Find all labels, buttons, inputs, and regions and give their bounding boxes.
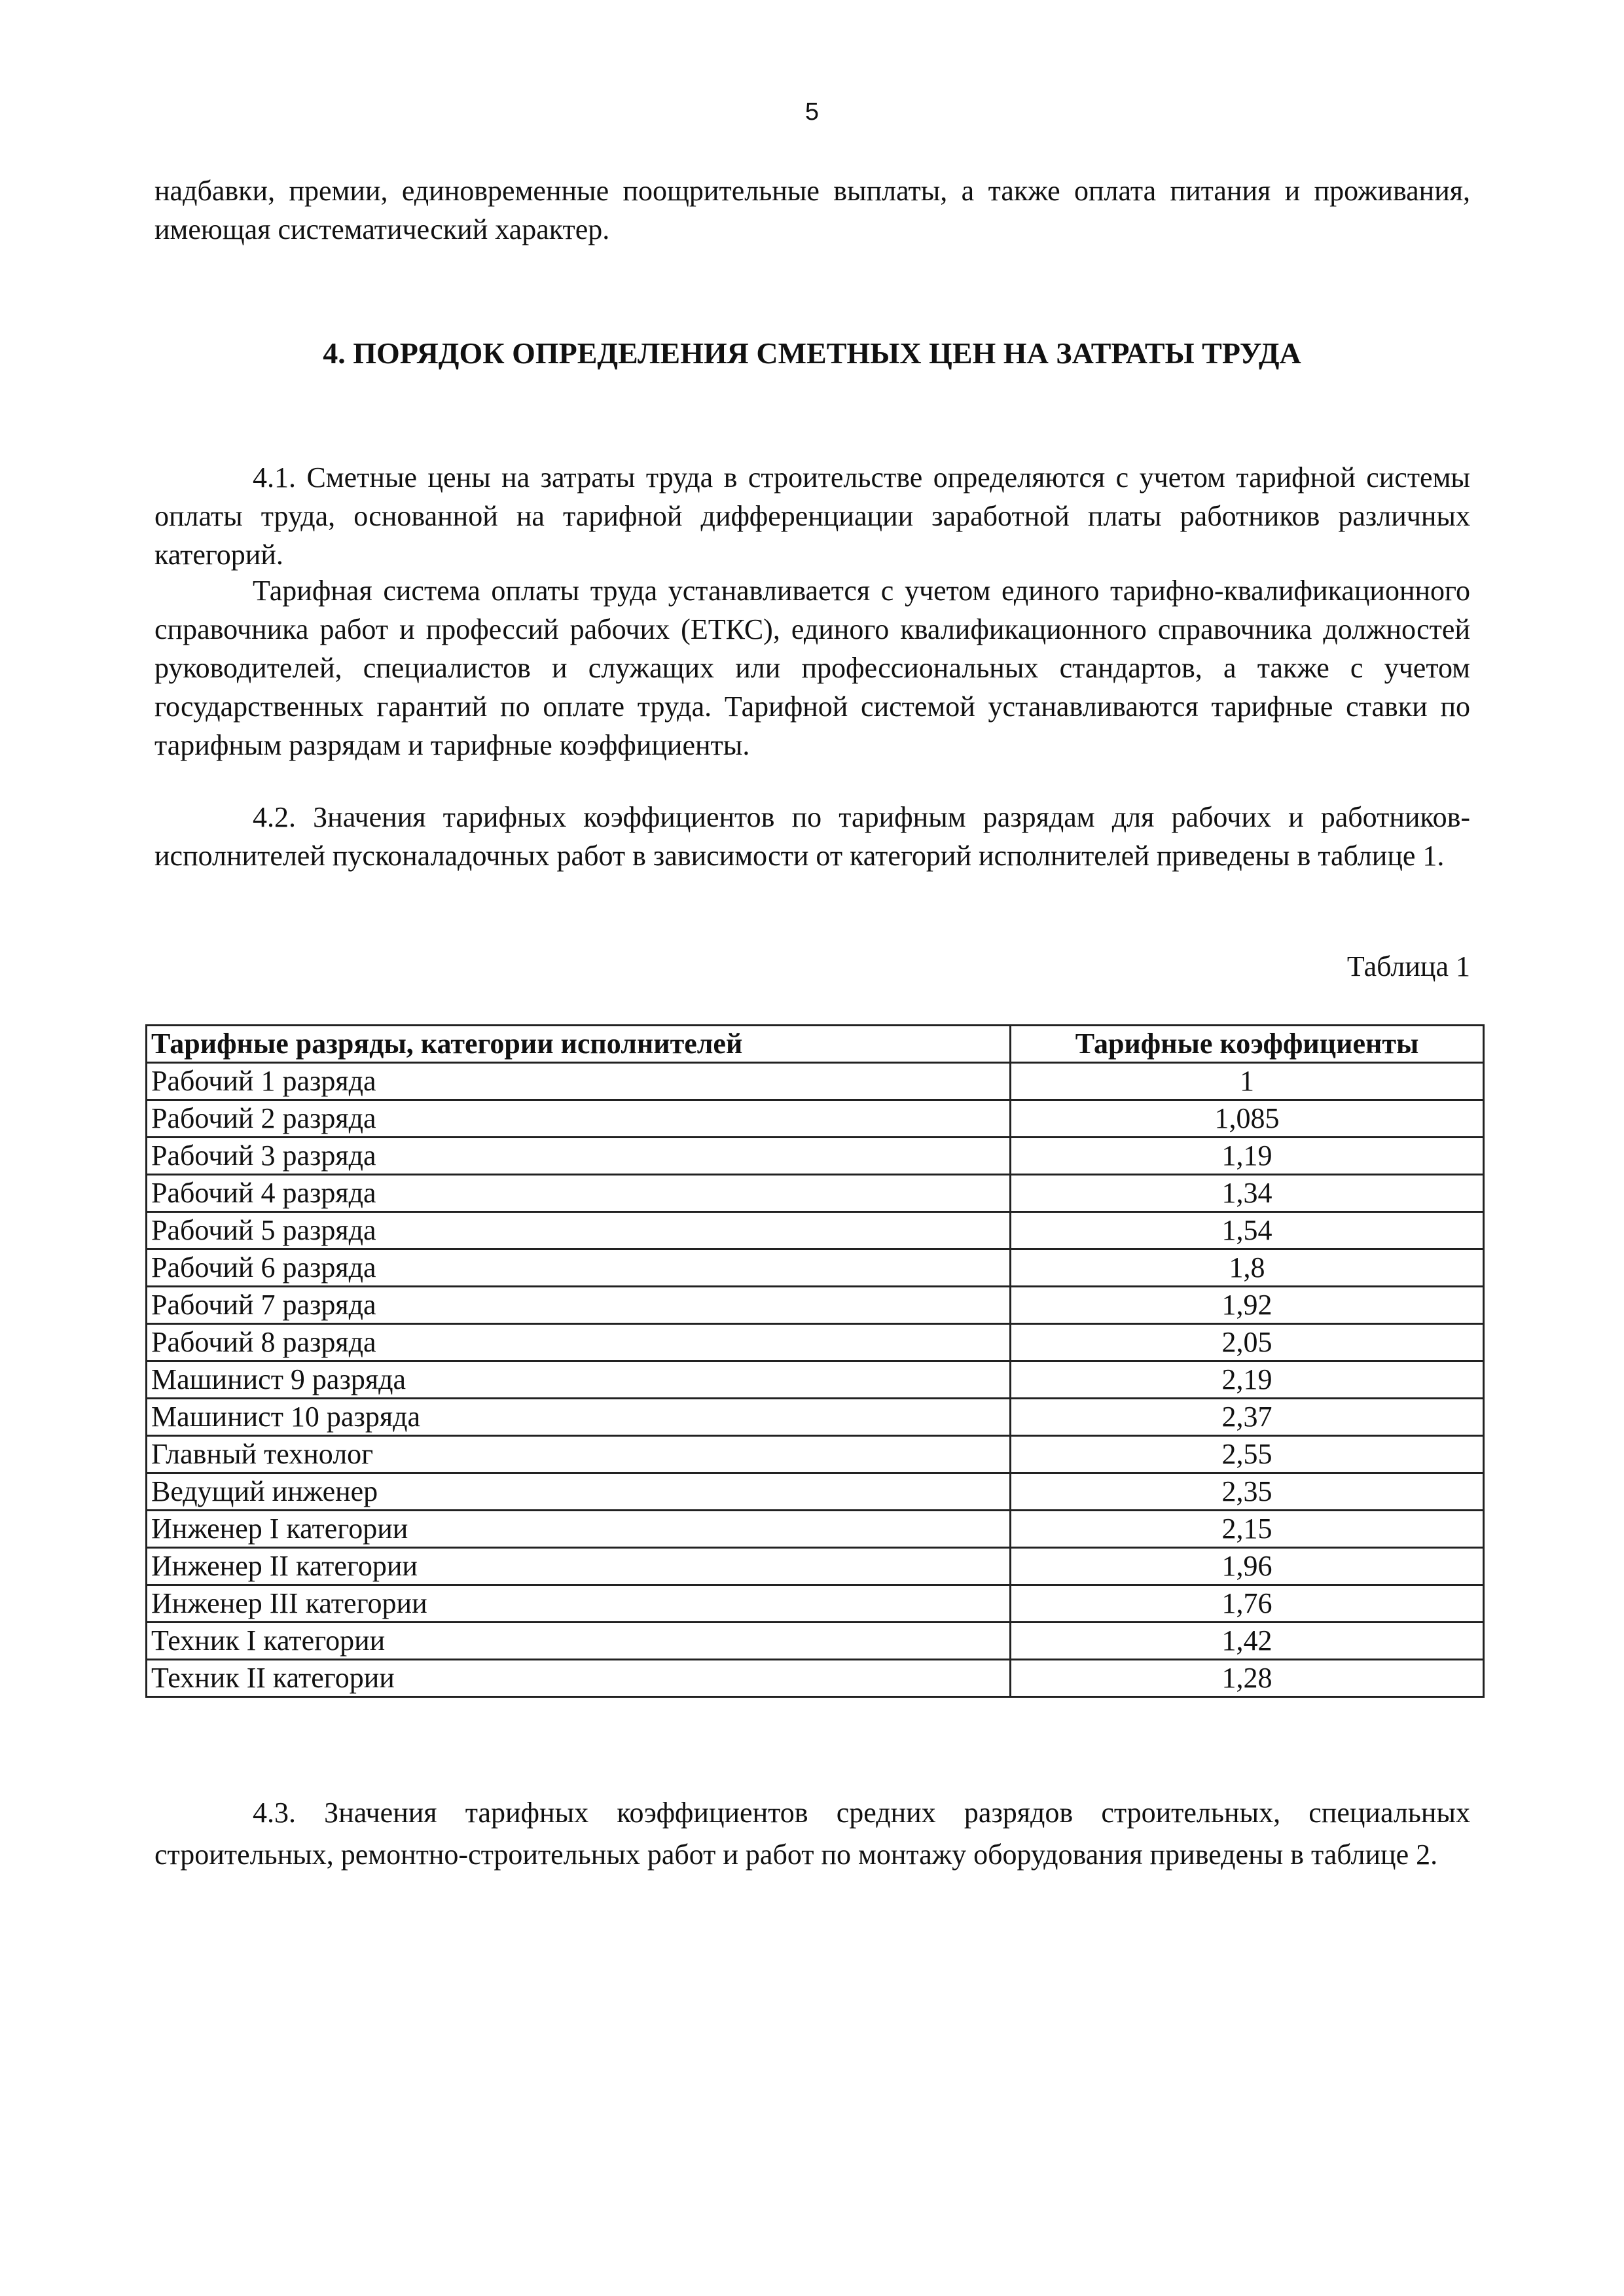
table-row xyxy=(147,1623,1484,1660)
coefficient-cell: 1,42 xyxy=(1011,1623,1484,1660)
coefficient-cell: 1,8 xyxy=(1011,1249,1484,1287)
category-cell: Главный технолог xyxy=(147,1436,1011,1473)
coefficient-cell: 1,92 xyxy=(1011,1287,1484,1324)
table-header-row xyxy=(147,1026,1484,1063)
page-number: 5 xyxy=(804,98,820,126)
category-cell: Инженер I категории xyxy=(147,1511,1011,1548)
coefficient-cell: 2,19 xyxy=(1011,1361,1484,1399)
table-row xyxy=(147,1249,1484,1287)
coefficient-cell: 1,085 xyxy=(1011,1100,1484,1138)
category-cell: Машинист 10 разряда xyxy=(147,1399,1011,1436)
header-category: Тарифные разряды, категории исполнителей xyxy=(147,1026,1011,1063)
table-row xyxy=(147,1138,1484,1175)
paragraph-4-1: 4.1. Сметные цены на затраты труда в строительстве определяются с учетом тарифной системы оплаты труда, основанной на тарифной дифференциации заработной платы работников различных категорий. xyxy=(154,461,1470,571)
table-row xyxy=(147,1548,1484,1585)
category-cell: Рабочий 3 разряда xyxy=(147,1138,1011,1175)
coefficient-cell: 2,05 xyxy=(1011,1324,1484,1361)
coefficient-cell: 2,37 xyxy=(1011,1399,1484,1436)
coefficient-cell: 2,35 xyxy=(1011,1473,1484,1511)
coefficient-cell: 1,76 xyxy=(1011,1585,1484,1623)
table-caption: Таблица 1 xyxy=(1346,950,1470,982)
category-cell: Рабочий 4 разряда xyxy=(147,1175,1011,1212)
coefficient-cell: 1,54 xyxy=(1011,1212,1484,1249)
category-cell: Рабочий 1 разряда xyxy=(147,1063,1011,1100)
category-cell: Рабочий 8 разряда xyxy=(147,1324,1011,1361)
coefficient-cell: 1,28 xyxy=(1011,1660,1484,1697)
table-row xyxy=(147,1585,1484,1623)
table-row xyxy=(147,1511,1484,1548)
table-row xyxy=(147,1436,1484,1473)
category-cell: Техник I категории xyxy=(147,1623,1011,1660)
category-cell: Рабочий 6 разряда xyxy=(147,1249,1011,1287)
coefficient-cell: 2,15 xyxy=(1011,1511,1484,1548)
category-cell: Машинист 9 разряда xyxy=(147,1361,1011,1399)
table-row xyxy=(147,1212,1484,1249)
coefficient-cell: 2,55 xyxy=(1011,1436,1484,1473)
coefficient-cell: 1,96 xyxy=(1011,1548,1484,1585)
table-row xyxy=(147,1287,1484,1324)
header-coefficient: Тарифные коэффициенты xyxy=(1011,1026,1484,1063)
category-cell: Техник II категории xyxy=(147,1660,1011,1697)
coefficient-cell: 1,34 xyxy=(1011,1175,1484,1212)
table-body xyxy=(147,1063,1484,1697)
paragraph-4-3: 4.3. Значения тарифных коэффициентов средних разрядов строительных, специальных строительных, ремонтно-строительных работ и работ по монтажу оборудования приведены в таблице 2. xyxy=(154,1797,1470,1871)
table-row xyxy=(147,1063,1484,1100)
category-cell: Инженер II категории xyxy=(147,1548,1011,1585)
coefficient-cell: 1 xyxy=(1011,1063,1484,1100)
coefficient-cell: 1,19 xyxy=(1011,1138,1484,1175)
category-cell: Рабочий 5 разряда xyxy=(147,1212,1011,1249)
table-row xyxy=(147,1399,1484,1436)
paragraph-4-1-continued: Тарифная система оплаты труда устанавливается с учетом единого тарифно-квалификационного справочника работ и профессий рабочих (ЕТКС), единого квалификационного справочника должностей руководителей, специалистов и служащих или профессиональных стандартов, а также с учетом государственных гарантий по оплате труда. Тарифной системой устанавливаются тарифные ставки по тарифным разрядам и тарифные коэффициенты. xyxy=(154,575,1470,761)
section-heading: 4. ПОРЯДОК ОПРЕДЕЛЕНИЯ СМЕТНЫХ ЦЕН НА ЗАТРАТЫ ТРУДА xyxy=(323,336,1301,370)
category-cell: Ведущий инженер xyxy=(147,1473,1011,1511)
table-row xyxy=(147,1660,1484,1697)
category-cell: Рабочий 7 разряда xyxy=(147,1287,1011,1324)
table-row xyxy=(147,1473,1484,1511)
category-cell: Инженер III категории xyxy=(147,1585,1011,1623)
category-cell: Рабочий 2 разряда xyxy=(147,1100,1011,1138)
paragraph-4-2: 4.2. Значения тарифных коэффициентов по тарифным разрядам для рабочих и работников-исполнителей пусконаладочных работ в зависимости от категорий исполнителей приведены в таблице 1. xyxy=(154,801,1470,872)
table-row xyxy=(147,1361,1484,1399)
table-row xyxy=(147,1175,1484,1212)
table-row xyxy=(147,1324,1484,1361)
intro-paragraph: надбавки, премии, единовременные поощрительные выплаты, а также оплата питания и проживания, имеющая систематический характер. xyxy=(154,175,1470,245)
tariff-coefficients-table xyxy=(145,1024,1485,1698)
table-row xyxy=(147,1100,1484,1138)
